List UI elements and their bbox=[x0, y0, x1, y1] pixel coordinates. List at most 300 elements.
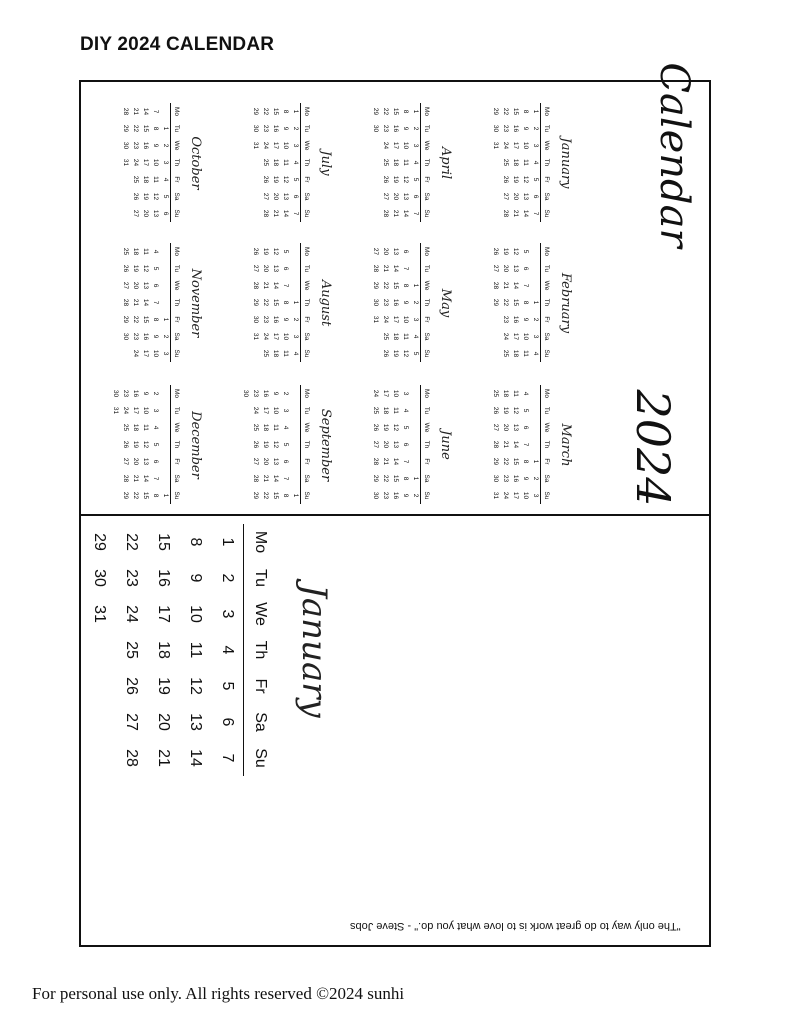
day-cell bbox=[110, 419, 120, 436]
day-cell: 2 bbox=[282, 391, 289, 396]
weekday-header: Sa bbox=[171, 328, 182, 345]
day-cell: 8 bbox=[187, 537, 204, 547]
day-cell: 17 bbox=[262, 406, 269, 415]
day-cell: 8 bbox=[522, 300, 529, 305]
weekday-header: Tu bbox=[541, 120, 552, 137]
mini-month-grid bbox=[120, 103, 181, 222]
day-cell bbox=[290, 260, 301, 277]
day-cell bbox=[490, 171, 500, 188]
day-cell: 21 bbox=[502, 281, 509, 290]
day-cell: 5 bbox=[162, 194, 169, 199]
day-cell bbox=[530, 243, 541, 260]
day-cell: 30 bbox=[252, 124, 259, 133]
day-cell bbox=[240, 470, 250, 487]
day-cell bbox=[160, 436, 171, 453]
weekday-header: Mo bbox=[171, 385, 182, 402]
day-cell: 21 bbox=[512, 209, 519, 218]
day-cell: 8 bbox=[402, 109, 409, 114]
day-cell: 9 bbox=[282, 317, 289, 322]
day-cell bbox=[160, 260, 171, 277]
weekday-header: Sa bbox=[171, 188, 182, 205]
day-cell: 29 bbox=[122, 491, 129, 500]
day-cell: 28 bbox=[492, 281, 499, 290]
day-cell bbox=[290, 419, 301, 436]
day-cell: 11 bbox=[152, 176, 159, 183]
day-cell: 24 bbox=[382, 315, 389, 324]
day-cell bbox=[490, 345, 500, 362]
day-cell: 23 bbox=[382, 298, 389, 307]
day-cell: 30 bbox=[112, 389, 119, 398]
weekday-header: Su bbox=[171, 205, 182, 222]
day-cell bbox=[370, 345, 380, 362]
day-cell: 6 bbox=[412, 194, 419, 199]
day-cell: 17 bbox=[142, 158, 149, 167]
day-cell: 14 bbox=[142, 107, 149, 116]
day-cell: 5 bbox=[532, 177, 539, 182]
day-cell: 19 bbox=[142, 192, 149, 201]
day-cell: 25 bbox=[122, 423, 129, 432]
day-cell: 1 bbox=[532, 300, 539, 305]
day-cell: 14 bbox=[282, 209, 289, 218]
day-cell: 6 bbox=[292, 194, 299, 199]
day-cell: 27 bbox=[122, 457, 129, 466]
day-cell: 4 bbox=[522, 391, 529, 396]
day-cell bbox=[83, 632, 115, 668]
day-cell: 18 bbox=[272, 158, 279, 167]
day-cell: 4 bbox=[152, 249, 159, 254]
day-cell: 3 bbox=[282, 408, 289, 413]
weekday-header: Mo bbox=[421, 385, 432, 402]
day-cell: 9 bbox=[522, 317, 529, 322]
day-cell: 17 bbox=[392, 141, 399, 150]
day-cell: 27 bbox=[252, 264, 259, 273]
day-cell: 19 bbox=[262, 440, 269, 449]
day-cell: 23 bbox=[382, 124, 389, 133]
day-cell bbox=[110, 470, 120, 487]
day-cell: 1 bbox=[292, 300, 299, 305]
day-cell: 9 bbox=[522, 126, 529, 131]
day-cell: 25 bbox=[382, 332, 389, 341]
mini-month-title: August bbox=[318, 279, 333, 327]
weekday-header: Sa bbox=[301, 328, 312, 345]
day-cell: 13 bbox=[142, 281, 149, 290]
january-large-calendar bbox=[84, 516, 334, 786]
day-cell: 3 bbox=[532, 493, 539, 498]
weekday-header: Mo bbox=[541, 103, 552, 120]
day-cell: 11 bbox=[402, 333, 409, 340]
day-cell: 28 bbox=[122, 107, 129, 116]
weekday-header: Mo bbox=[541, 243, 552, 260]
day-cell: 29 bbox=[122, 315, 129, 324]
mini-month-july bbox=[227, 95, 333, 231]
day-cell: 13 bbox=[152, 209, 159, 218]
day-cell bbox=[83, 704, 115, 740]
day-cell: 16 bbox=[155, 569, 172, 587]
mini-month-grid bbox=[250, 243, 311, 362]
mini-month-october bbox=[97, 95, 203, 231]
day-cell: 7 bbox=[152, 300, 159, 305]
day-cell: 12 bbox=[392, 423, 399, 432]
day-cell: 22 bbox=[502, 107, 509, 116]
day-cell: 8 bbox=[152, 493, 159, 498]
day-cell bbox=[490, 328, 500, 345]
day-cell: 4 bbox=[282, 425, 289, 430]
day-cell: 23 bbox=[502, 315, 509, 324]
day-cell: 15 bbox=[155, 533, 172, 551]
day-cell: 9 bbox=[142, 391, 149, 396]
day-cell bbox=[240, 402, 250, 419]
day-cell: 11 bbox=[282, 159, 289, 166]
mini-month-grid bbox=[490, 243, 551, 362]
day-cell: 26 bbox=[492, 247, 499, 256]
day-cell: 31 bbox=[492, 141, 499, 150]
day-cell: 15 bbox=[512, 457, 519, 466]
day-cell: 18 bbox=[272, 349, 279, 358]
day-cell: 4 bbox=[162, 177, 169, 182]
day-cell: 5 bbox=[412, 351, 419, 356]
day-cell: 9 bbox=[282, 126, 289, 131]
day-cell: 22 bbox=[502, 298, 509, 307]
weekday-header: Su bbox=[541, 345, 552, 362]
day-cell: 12 bbox=[142, 440, 149, 449]
mini-month-title: May bbox=[438, 288, 453, 318]
day-cell: 5 bbox=[152, 266, 159, 271]
day-cell: 8 bbox=[152, 126, 159, 131]
day-cell bbox=[250, 345, 260, 362]
weekday-header: We bbox=[541, 277, 552, 294]
day-cell: 17 bbox=[382, 389, 389, 398]
day-cell: 7 bbox=[282, 476, 289, 481]
day-cell: 7 bbox=[152, 476, 159, 481]
weekday-header: We bbox=[301, 419, 312, 436]
weekday-header: We bbox=[171, 137, 182, 154]
day-cell: 9 bbox=[152, 334, 159, 339]
weekday-header: Tu bbox=[301, 120, 312, 137]
day-cell: 13 bbox=[272, 264, 279, 273]
day-cell: 5 bbox=[522, 408, 529, 413]
weekday-header: Th bbox=[541, 154, 552, 171]
day-cell: 24 bbox=[262, 141, 269, 150]
day-cell: 21 bbox=[262, 281, 269, 290]
day-cell: 12 bbox=[402, 349, 409, 358]
day-cell: 14 bbox=[392, 264, 399, 273]
day-cell bbox=[410, 453, 421, 470]
weekday-header: Mo bbox=[171, 103, 182, 120]
day-cell: 30 bbox=[372, 491, 379, 500]
day-cell: 3 bbox=[162, 351, 169, 356]
day-cell bbox=[370, 137, 380, 154]
day-cell: 1 bbox=[532, 459, 539, 464]
weekday-header: Mo bbox=[171, 243, 182, 260]
weekday-header: Mo bbox=[421, 103, 432, 120]
day-cell: 12 bbox=[272, 440, 279, 449]
day-cell: 19 bbox=[155, 677, 172, 695]
day-cell: 21 bbox=[132, 474, 139, 483]
day-cell: 29 bbox=[122, 124, 129, 133]
day-cell: 15 bbox=[142, 491, 149, 500]
day-cell: 3 bbox=[532, 143, 539, 148]
day-cell: 28 bbox=[123, 749, 140, 767]
day-cell bbox=[370, 328, 380, 345]
day-cell: 14 bbox=[142, 298, 149, 307]
day-cell: 15 bbox=[392, 474, 399, 483]
day-cell: 13 bbox=[272, 457, 279, 466]
weekday-header: Tu bbox=[421, 120, 432, 137]
day-cell: 26 bbox=[372, 423, 379, 432]
day-cell: 15 bbox=[142, 315, 149, 324]
weekday-header: Mo bbox=[301, 385, 312, 402]
day-cell: 26 bbox=[252, 247, 259, 256]
day-cell: 13 bbox=[522, 192, 529, 201]
mini-month-april bbox=[347, 95, 453, 231]
day-cell: 26 bbox=[382, 175, 389, 184]
day-cell: 7 bbox=[522, 442, 529, 447]
day-cell: 17 bbox=[272, 141, 279, 150]
day-cell: 19 bbox=[392, 349, 399, 358]
day-cell: 29 bbox=[91, 533, 108, 551]
weekday-header: Tu bbox=[171, 402, 182, 419]
day-cell: 12 bbox=[512, 247, 519, 256]
day-cell: 6 bbox=[152, 283, 159, 288]
day-cell: 3 bbox=[412, 317, 419, 322]
day-cell bbox=[290, 470, 301, 487]
weekday-header: Su bbox=[301, 205, 312, 222]
day-cell: 25 bbox=[262, 158, 269, 167]
day-cell: 2 bbox=[532, 126, 539, 131]
day-cell: 22 bbox=[502, 457, 509, 466]
day-cell: 8 bbox=[402, 476, 409, 481]
day-cell: 4 bbox=[292, 160, 299, 165]
day-cell: 25 bbox=[252, 423, 259, 432]
day-cell: 11 bbox=[522, 159, 529, 166]
day-cell: 22 bbox=[132, 124, 139, 133]
weekday-header: Tu bbox=[244, 560, 277, 596]
day-cell bbox=[240, 419, 250, 436]
day-cell: 13 bbox=[512, 423, 519, 432]
day-cell: 31 bbox=[252, 332, 259, 341]
day-cell bbox=[120, 205, 130, 222]
day-cell: 15 bbox=[272, 298, 279, 307]
day-cell: 11 bbox=[392, 407, 399, 414]
day-cell: 26 bbox=[382, 349, 389, 358]
weekday-header: Su bbox=[421, 487, 432, 504]
day-cell: 11 bbox=[522, 350, 529, 357]
day-cell: 6 bbox=[282, 459, 289, 464]
day-cell: 19 bbox=[382, 423, 389, 432]
day-cell: 23 bbox=[132, 141, 139, 150]
day-cell: 1 bbox=[219, 537, 236, 547]
day-cell: 15 bbox=[392, 281, 399, 290]
day-cell: 30 bbox=[372, 124, 379, 133]
day-cell: 26 bbox=[122, 440, 129, 449]
weekday-header: Sa bbox=[541, 328, 552, 345]
mini-month-title: July bbox=[318, 150, 333, 176]
day-cell: 12 bbox=[512, 406, 519, 415]
day-cell: 16 bbox=[392, 298, 399, 307]
day-cell: 10 bbox=[522, 491, 529, 500]
day-cell: 21 bbox=[132, 298, 139, 307]
day-cell: 11 bbox=[142, 424, 149, 431]
day-cell: 4 bbox=[412, 160, 419, 165]
day-cell: 19 bbox=[132, 440, 139, 449]
day-cell: 29 bbox=[252, 298, 259, 307]
day-cell: 24 bbox=[252, 406, 259, 415]
day-cell bbox=[530, 436, 541, 453]
day-cell: 2 bbox=[412, 493, 419, 498]
weekday-header: We bbox=[541, 137, 552, 154]
day-cell: 21 bbox=[382, 264, 389, 273]
day-cell: 24 bbox=[502, 491, 509, 500]
day-cell: 2 bbox=[292, 317, 299, 322]
day-cell bbox=[410, 243, 421, 260]
day-cell: 27 bbox=[382, 192, 389, 201]
day-cell: 6 bbox=[402, 249, 409, 254]
day-cell: 25 bbox=[382, 158, 389, 167]
day-cell: 28 bbox=[252, 474, 259, 483]
day-cell: 18 bbox=[382, 406, 389, 415]
day-cell: 20 bbox=[502, 423, 509, 432]
weekday-header: Su bbox=[171, 345, 182, 362]
day-cell bbox=[160, 294, 171, 311]
day-cell: 24 bbox=[502, 332, 509, 341]
weekday-header: Th bbox=[541, 294, 552, 311]
day-cell: 29 bbox=[492, 298, 499, 307]
day-cell: 5 bbox=[412, 177, 419, 182]
day-cell bbox=[290, 277, 301, 294]
day-cell: 10 bbox=[187, 605, 204, 623]
mini-month-grid bbox=[370, 103, 431, 222]
day-cell: 22 bbox=[382, 474, 389, 483]
mini-month-title: November bbox=[188, 268, 203, 338]
day-cell: 4 bbox=[532, 351, 539, 356]
day-cell: 7 bbox=[532, 211, 539, 216]
day-cell: 10 bbox=[392, 389, 399, 398]
weekday-header: Tu bbox=[421, 260, 432, 277]
day-cell bbox=[250, 154, 260, 171]
day-cell: 25 bbox=[123, 641, 140, 659]
mini-month-grid bbox=[490, 385, 551, 504]
day-cell: 5 bbox=[282, 442, 289, 447]
day-cell: 3 bbox=[412, 143, 419, 148]
mini-month-title: June bbox=[438, 430, 453, 460]
day-cell: 6 bbox=[532, 194, 539, 199]
day-cell: 29 bbox=[372, 107, 379, 116]
day-cell: 18 bbox=[392, 158, 399, 167]
day-cell: 12 bbox=[272, 247, 279, 256]
day-cell: 6 bbox=[402, 442, 409, 447]
day-cell: 7 bbox=[412, 211, 419, 216]
day-cell: 30 bbox=[122, 332, 129, 341]
weekday-header: Fr bbox=[541, 171, 552, 188]
mini-month-november bbox=[97, 235, 203, 371]
day-cell: 27 bbox=[502, 192, 509, 201]
weekday-header: Tu bbox=[171, 260, 182, 277]
day-cell bbox=[370, 171, 380, 188]
day-cell: 7 bbox=[292, 211, 299, 216]
day-cell: 4 bbox=[292, 351, 299, 356]
day-cell: 21 bbox=[132, 107, 139, 116]
day-cell: 23 bbox=[262, 124, 269, 133]
mini-month-grid bbox=[120, 243, 181, 362]
day-cell: 28 bbox=[122, 474, 129, 483]
day-cell: 18 bbox=[502, 389, 509, 398]
day-cell bbox=[160, 470, 171, 487]
day-cell: 10 bbox=[142, 406, 149, 415]
day-cell: 25 bbox=[262, 349, 269, 358]
day-cell: 23 bbox=[382, 491, 389, 500]
day-cell: 29 bbox=[372, 474, 379, 483]
day-cell: 7 bbox=[402, 459, 409, 464]
day-cell: 20 bbox=[262, 457, 269, 466]
mini-month-grid bbox=[490, 103, 551, 222]
day-cell: 19 bbox=[502, 247, 509, 256]
day-cell: 20 bbox=[392, 192, 399, 201]
day-cell bbox=[250, 171, 260, 188]
day-cell: 19 bbox=[272, 175, 279, 184]
day-cell: 28 bbox=[122, 298, 129, 307]
day-cell bbox=[370, 154, 380, 171]
weekday-header: Th bbox=[171, 154, 182, 171]
day-cell: 17 bbox=[155, 605, 172, 623]
weekday-header: Mo bbox=[301, 103, 312, 120]
day-cell: 1 bbox=[532, 109, 539, 114]
mini-month-february bbox=[467, 235, 573, 371]
day-cell bbox=[250, 188, 260, 205]
day-cell bbox=[410, 385, 421, 402]
weekday-header: Fr bbox=[171, 311, 182, 328]
weekday-header: Mo bbox=[244, 524, 277, 560]
weekday-header: Th bbox=[301, 154, 312, 171]
day-cell: 13 bbox=[187, 713, 204, 731]
day-cell bbox=[110, 436, 120, 453]
weekday-header: Sa bbox=[301, 188, 312, 205]
day-cell: 10 bbox=[282, 141, 289, 150]
day-cell: 9 bbox=[402, 493, 409, 498]
weekday-header: Fr bbox=[171, 453, 182, 470]
day-cell: 3 bbox=[402, 391, 409, 396]
day-cell: 30 bbox=[122, 141, 129, 150]
copyright-footer: For personal use only. All rights reserved ©2024 sunhi bbox=[32, 984, 405, 1003]
weekday-header: Sa bbox=[171, 470, 182, 487]
day-cell: 16 bbox=[512, 124, 519, 133]
day-cell: 21 bbox=[502, 440, 509, 449]
day-cell: 12 bbox=[282, 175, 289, 184]
day-cell: 16 bbox=[272, 124, 279, 133]
mini-month-may bbox=[347, 235, 453, 371]
weekday-header: Fr bbox=[541, 453, 552, 470]
day-cell: 23 bbox=[262, 315, 269, 324]
weekday-header: Su bbox=[171, 487, 182, 504]
day-cell: 18 bbox=[132, 423, 139, 432]
day-cell: 18 bbox=[142, 175, 149, 184]
day-cell: 19 bbox=[262, 247, 269, 256]
weekday-header: Sa bbox=[541, 470, 552, 487]
day-cell: 12 bbox=[402, 175, 409, 184]
weekday-header: We bbox=[244, 596, 277, 632]
weekday-header: Fr bbox=[421, 311, 432, 328]
day-cell: 8 bbox=[522, 459, 529, 464]
day-cell: 8 bbox=[282, 493, 289, 498]
day-cell: 3 bbox=[152, 408, 159, 413]
day-cell bbox=[290, 402, 301, 419]
day-cell: 14 bbox=[512, 440, 519, 449]
day-cell bbox=[160, 453, 171, 470]
day-cell: 1 bbox=[162, 493, 169, 498]
weekday-header: Fr bbox=[421, 453, 432, 470]
day-cell: 29 bbox=[372, 281, 379, 290]
day-cell: 6 bbox=[282, 266, 289, 271]
day-cell: 4 bbox=[402, 408, 409, 413]
